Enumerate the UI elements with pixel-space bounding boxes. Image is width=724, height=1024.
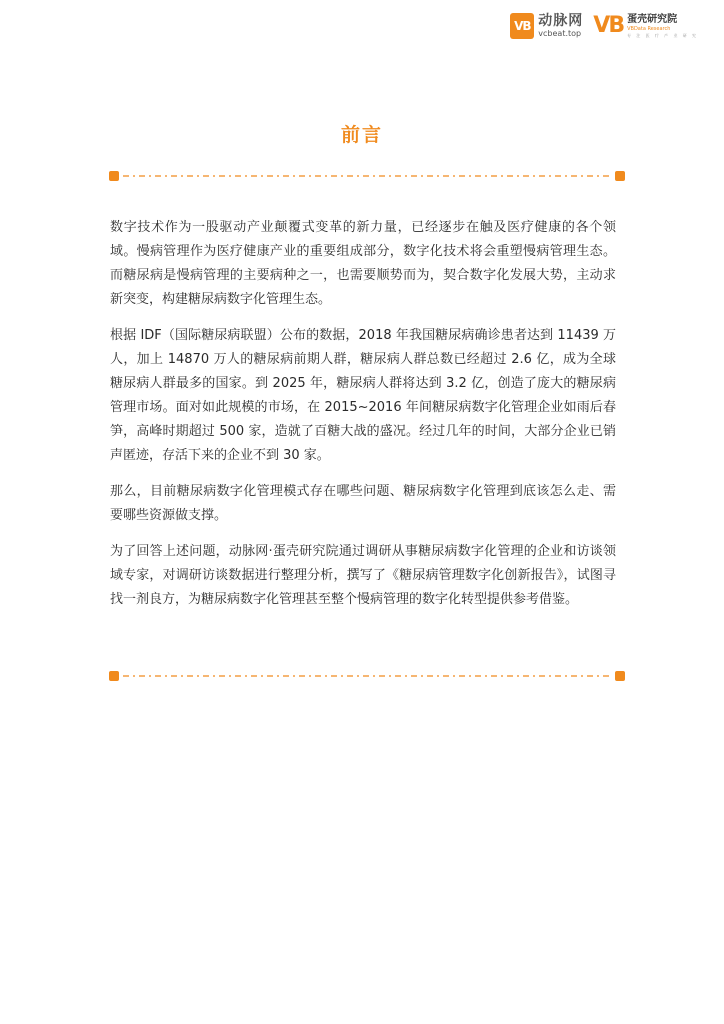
bottom-divider: [109, 670, 625, 682]
top-divider: [109, 170, 625, 182]
vcbeat-logo-text: [538, 14, 583, 38]
vbr-logo-text: [627, 15, 698, 38]
preface-body: [110, 216, 616, 624]
vcbeat-logo-url: vcbeat.top: [538, 29, 582, 38]
vcbeat-badge-icon: VB: [510, 13, 534, 39]
vcbeat-logo[interactable]: [510, 13, 583, 39]
vcbeat-logo-name: 动脉网: [538, 13, 584, 29]
vbr-mark-icon: VB: [593, 13, 624, 38]
paragraph: 那么，目前糖尿病数字化管理模式存在哪些问题、糖尿病数字化管理到底该怎么走、需要哪些资源做支撑。: [110, 484, 616, 523]
paragraph: 为了回答上述问题，动脉网·蛋壳研究院通过调研从事糖尿病数字化管理的企业和访谈领域专家，对调研访谈数据进行整理分析，撰写了《糖尿病管理数字化创新报告》，试图寻找一剂良方，为糖尿病数字化管理甚至整个慢病管理的数字化转型提供参考借鉴。: [110, 544, 616, 607]
vbr-logo-subtitle: VBData Research: [627, 25, 671, 32]
vbr-logo[interactable]: [593, 15, 698, 38]
vbr-logo-tagline: 专 注 医 疗 产 业 研 究: [627, 32, 698, 38]
paragraph: 数字技术作为一股驱动产业颠覆式变革的新力量，已经逐步在触及医疗健康的各个领域。慢病管理作为医疗健康产业的重要组成部分，数字化技术将会重塑慢病管理生态。而糖尿病是慢病管理的主要病种之一，也需要顺势而为，契合数字化发展大势，主动求新突变，构建糖尿病数字化管理生态。: [110, 220, 616, 307]
paragraph: 根据 IDF（国际糖尿病联盟）公布的数据，2018 年我国糖尿病确诊患者达到 11439 万人，加上 14870 万人的糖尿病前期人群，糖尿病人群总数已经超过 2.6 亿，成为全球糖尿病人群最多的国家。到 2025 年，糖尿病人群将达到 3.2 亿，创造了庞大的糖尿病管理市场。面对如此规模的市场，在 2015~2016 年间糖尿病数字化管理企业如雨后春笋，高峰时期超过 500 家，造就了百糖大战的盛况。经过几年的时间，大部分企业已销声匿迹，存活下来的企业不到 30 家。: [110, 328, 616, 463]
header-logos: [510, 13, 698, 39]
vbr-logo-name: 蛋壳研究院: [627, 13, 678, 25]
page-title: 前言: [340, 124, 383, 146]
